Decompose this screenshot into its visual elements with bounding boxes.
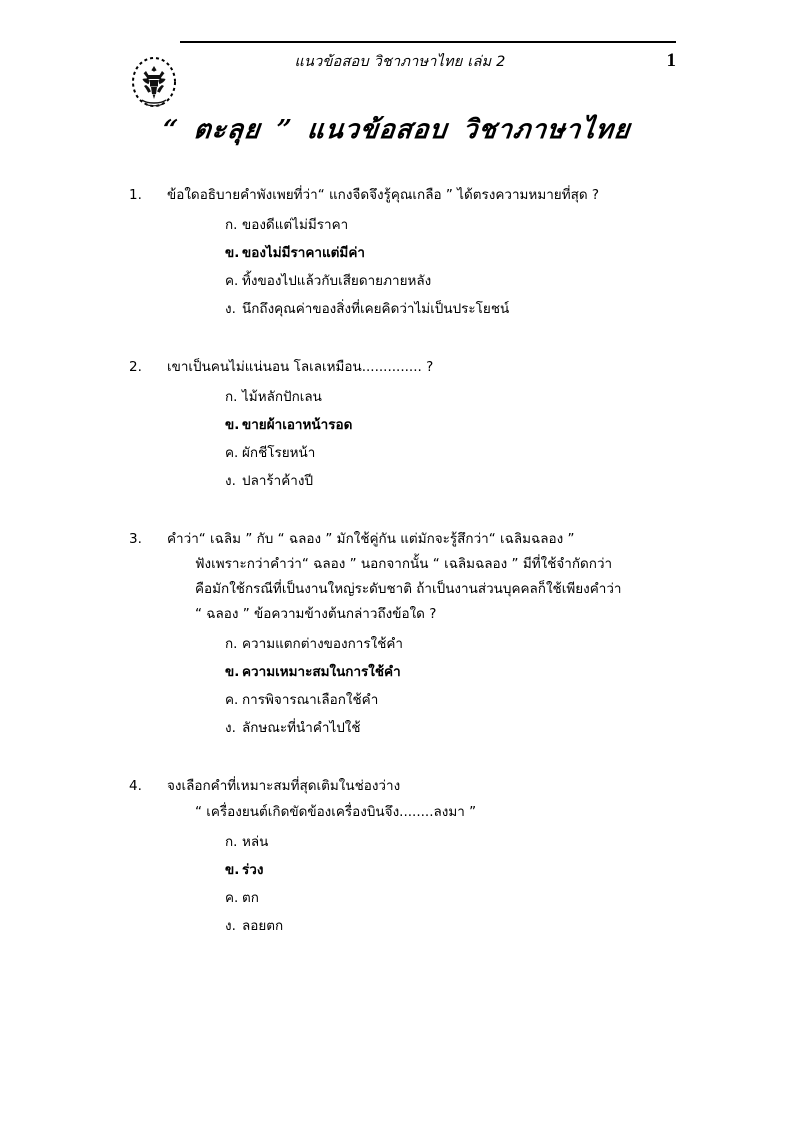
- question-quote: “ เครื่องยนต์เกิดขัดข้องเครื่องบินจึง........ลงมา ”: [195, 804, 477, 820]
- choice-option[interactable]: [0, 714, 793, 742]
- question-text: จงเลือกคำที่เหมาะสมที่สุดเติมในช่องว่าง: [167, 778, 401, 794]
- choice-option[interactable]: [0, 267, 793, 295]
- choice-label: ก.: [225, 217, 238, 233]
- choice-option[interactable]: [0, 239, 793, 267]
- choice-text: ไม้หลักปักเลน: [242, 389, 322, 405]
- question-stem: [0, 355, 793, 380]
- choice-text: ความแตกต่างของการใช้คำ: [242, 636, 403, 652]
- choice-text: ทิ้งของไปแล้วกับเสียดายภายหลัง: [242, 273, 432, 289]
- question-stem-line: คือมักใช้กรณีที่เป็นงานใหญ่ระดับชาติ ถ้าเป็นงานส่วนบุคคลก็ใช้เพียงคำว่า: [195, 581, 622, 597]
- choice-list: [0, 630, 793, 742]
- choice-text: ลักษณะที่นำคำไปใช้: [242, 720, 361, 736]
- choice-text: ลอยตก: [242, 918, 284, 934]
- question-number: 4.: [129, 778, 142, 794]
- choice-option[interactable]: [0, 912, 793, 940]
- choice-label: ข.: [225, 862, 240, 878]
- choice-label: ง.: [225, 720, 236, 736]
- question-number: 1.: [129, 187, 142, 203]
- choice-text: ขายผ้าเอาหน้ารอด: [242, 417, 353, 433]
- page-number: 1: [666, 50, 676, 71]
- choice-option[interactable]: [0, 828, 793, 856]
- choice-text: ผักชีโรยหน้า: [242, 445, 316, 461]
- question-item: [0, 774, 793, 940]
- choice-text: การพิจารณาเลือกใช้คำ: [242, 692, 379, 708]
- question-stem: [0, 183, 793, 208]
- question-stem-line: ฟังเพราะกว่าคำว่า“ ฉลอง ” นอกจากนั้น “ เฉลิมฉลอง ” มีที่ใช้จำกัดกว่า: [195, 556, 613, 572]
- choice-option[interactable]: [0, 211, 793, 239]
- choice-label: ข.: [225, 245, 240, 261]
- choice-label: ค.: [225, 890, 239, 906]
- choice-label: ข.: [225, 417, 240, 433]
- choice-text: ตก: [242, 890, 259, 906]
- choice-label: ก.: [225, 389, 238, 405]
- choice-label: ค.: [225, 273, 239, 289]
- choice-label: ค.: [225, 445, 239, 461]
- choice-option[interactable]: [0, 658, 793, 686]
- question-text: ข้อใดอธิบายคำพังเพยที่ว่า“ แกงจืดจึงรู้คุณเกลือ ” ได้ตรงความหมายที่สุด ?: [167, 187, 600, 203]
- choice-option[interactable]: [0, 383, 793, 411]
- choice-option[interactable]: [0, 630, 793, 658]
- choice-list: [0, 211, 793, 323]
- choice-label: ข.: [225, 664, 240, 680]
- choice-label: ก.: [225, 636, 238, 652]
- choice-text: หล่น: [242, 834, 269, 850]
- choice-text: นึกถึงคุณค่าของสิ่งที่เคยคิดว่าไม่เป็นประโยชน์: [242, 301, 510, 317]
- question-item: [0, 355, 793, 495]
- question-stem: [0, 774, 793, 799]
- choice-list: [0, 383, 793, 495]
- header-row: [180, 52, 676, 92]
- question-number: 3.: [129, 531, 142, 547]
- choice-list: [0, 828, 793, 940]
- choice-option[interactable]: [0, 856, 793, 884]
- question-item: [0, 527, 793, 742]
- choice-option[interactable]: [0, 439, 793, 467]
- choice-label: ง.: [225, 918, 236, 934]
- choice-option[interactable]: [0, 884, 793, 912]
- header-divider: [180, 41, 676, 43]
- page-title: “ ตะลุย ” แนวข้อสอบ วิชาภาษาไทย: [160, 115, 633, 145]
- running-header: [0, 52, 793, 112]
- question-stem-line: “ ฉลอง ” ข้อความข้างต้นกล่าวถึงข้อใด ?: [195, 606, 437, 622]
- question-item: [0, 183, 793, 323]
- question-stem: [0, 527, 793, 552]
- choice-option[interactable]: [0, 411, 793, 439]
- choice-option[interactable]: [0, 295, 793, 323]
- questions-list: [0, 183, 793, 962]
- question-number: 2.: [129, 359, 142, 375]
- choice-label: ก.: [225, 834, 238, 850]
- choice-text: ความเหมาะสมในการใช้คำ: [242, 664, 401, 680]
- choice-text: ของไม่มีราคาแต่มีค่า: [242, 245, 365, 261]
- choice-label: ง.: [225, 301, 236, 317]
- choice-option[interactable]: [0, 467, 793, 495]
- choice-label: ง.: [225, 473, 236, 489]
- header-title: แนวข้อสอบ วิชาภาษาไทย เล่ม 2: [294, 54, 506, 70]
- question-text: คำว่า“ เฉลิม ” กับ “ ฉลอง ” มักใช้คู่กัน แต่มักจะรู้สึกว่า“ เฉลิมฉลอง ”: [167, 531, 575, 547]
- choice-label: ค.: [225, 692, 239, 708]
- choice-text: ร่วง: [242, 862, 264, 878]
- question-text: เขาเป็นคนไม่แน่นอน โลเลเหมือน.............. ?: [167, 359, 434, 375]
- choice-option[interactable]: [0, 686, 793, 714]
- choice-text: ปลาร้าค้างปี: [242, 473, 314, 489]
- choice-text: ของดีแต่ไม่มีราคา: [242, 217, 349, 233]
